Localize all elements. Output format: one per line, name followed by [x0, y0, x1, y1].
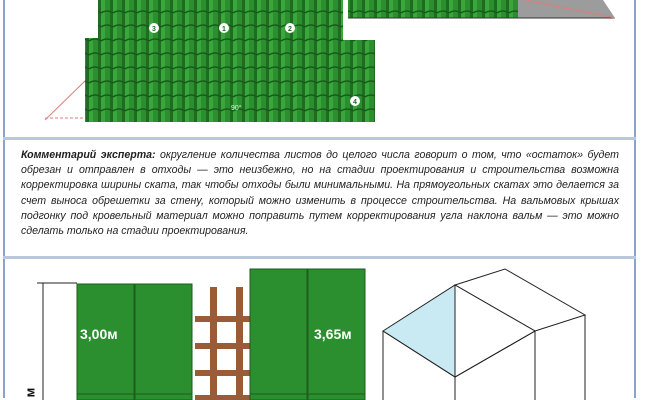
sheet-marker-2 — [285, 23, 295, 33]
sheet-row-upper — [98, 0, 343, 38]
sheet-length-figure — [5, 259, 634, 400]
angle-label: 90° — [231, 105, 242, 112]
svg-text:2: 2 — [288, 26, 292, 33]
svg-text:1: 1 — [222, 26, 226, 33]
sheet-marker-4 — [350, 96, 360, 106]
svg-text:4: 4 — [353, 99, 357, 106]
batten-3 — [195, 370, 250, 376]
sheet-row-lower — [85, 38, 343, 122]
left-sheet-length-label: 3,00м — [80, 326, 118, 342]
hip-roof-house-diagram — [383, 269, 585, 400]
batten-1 — [195, 316, 250, 322]
left-sheet-b — [135, 284, 192, 400]
sheet-strip-right — [348, 0, 518, 18]
roof-sheets-figure — [5, 0, 634, 137]
vertical-dimension-label: м — [22, 387, 38, 398]
expert-comment — [21, 148, 619, 239]
roof-sheets-illustration — [5, 0, 634, 137]
batten-2 — [195, 343, 250, 349]
expert-comment-box — [5, 140, 634, 256]
sheet-marker-3 — [149, 23, 159, 33]
batten-4 — [195, 395, 250, 400]
sheet-marker-1 — [219, 23, 229, 33]
svg-text:3: 3 — [152, 26, 156, 33]
comment-heading: Комментарий эксперта: — [21, 149, 156, 161]
right-sheet-length-label: 3,65м — [314, 326, 352, 342]
right-sheet-a — [250, 269, 307, 400]
sheet-row-extension — [343, 40, 375, 122]
comment-body: округление количества листов до целого числа говорит о том, что «остаток» будет обрезан и отправлен в отходы — это неизбежно, но на стадии проектирования и строительства возможна корректировка ширины ската, так чтобы отходы были минимальными. На прямоугольных скатах это делается за счет выноса обрешетки за стену, который можно изменить в процессе строительства. На вальмовых крышах подгонку под кровельный материал можно поправить путем корректирования угла наклона вальм — это можно сделать только на стадии проектирования. — [21, 149, 619, 238]
left-sheet-a — [77, 284, 134, 400]
